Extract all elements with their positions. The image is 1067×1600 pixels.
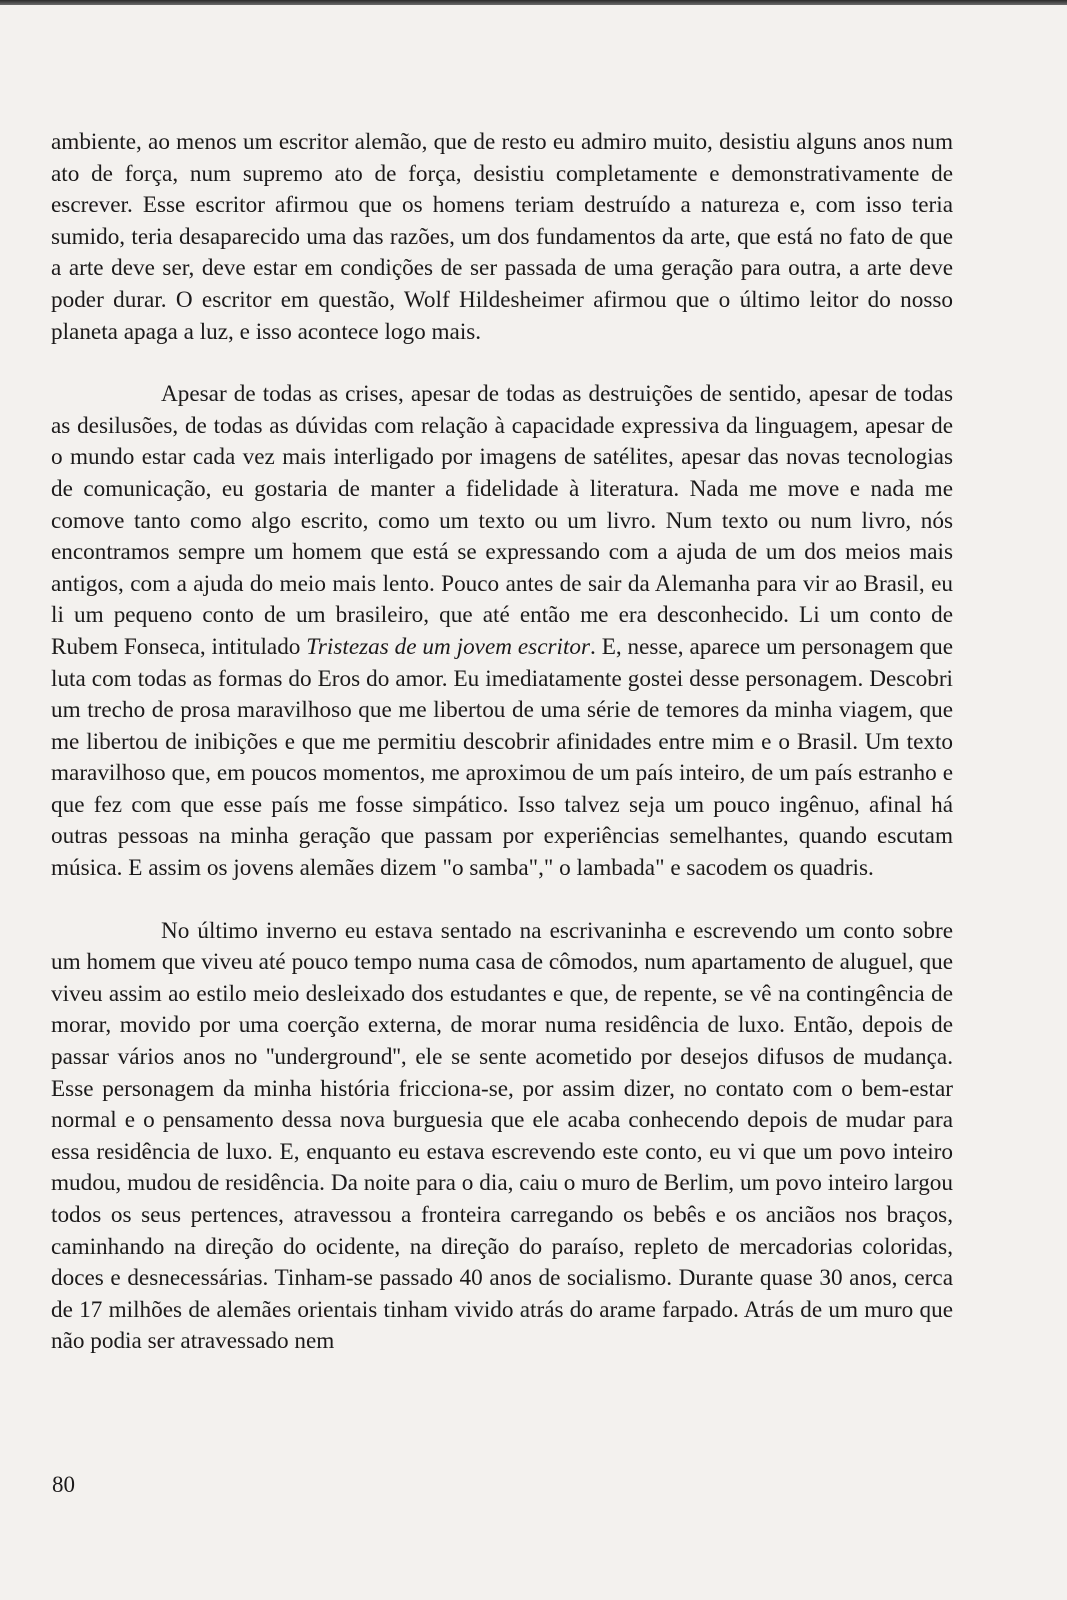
book-title-italic: Tristezas de um jovem escritor (306, 633, 591, 660)
paragraph-1-text: ambiente, ao menos um escritor alemão, que de resto eu admiro muito, desistiu alguns anos num ato de força, num supremo ato de força, desistiu completamente e demonstrativamente de escrever. Esse escritor afirmou que os homens teriam destruído a natureza e, com isso teria sumido, teria desaparecido uma das razões, um dos fundamentos da arte, que está no fato de que a arte deve ser, deve estar em condições de ser passada de uma geração para outra, a arte deve poder durar. O escritor em questão, Wolf Hildesheimer afirmou que o último leitor do nosso planeta apaga a luz, e isso acontece logo mais. (51, 129, 953, 345)
paragraph-1 (51, 127, 953, 348)
body-text (51, 127, 953, 1358)
page-number: 80 (52, 1472, 75, 1497)
paragraph-2-text-a: Apesar de todas as crises, apesar de todas as destruições de sentido, apesar de todas as desilusões, de todas as dúvidas com relação à capacidade expressiva da linguagem, apesar de o mundo estar cada vez mais interligado por imagens de satélites, apesar das novas tecnologias de comunicação, eu gostaria de manter a fidelidade à literatura. Nada me move e nada me comove tanto como algo escrito, como um texto ou um livro. Num texto ou num livro, nós encontramos sempre um homem que está se expressando com a ajuda de um dos meios mais antigos, com a ajuda do meio mais lento. Pouco antes de sair da Alemanha para vir ao Brasil, eu li um pequeno conto de um brasileiro, que até então me era desconhecido. Li um conto de Rubem Fonseca, intitulado (51, 381, 953, 660)
page-top-edge (0, 0, 1067, 5)
paragraph-3 (51, 916, 953, 1358)
paragraph-2-text-b: . E, nesse, aparece um personagem que luta com todas as formas do Eros do amor. Eu imediatamente gostei desse personagem. Descobri um trecho de prosa maravilhoso que me libertou de uma série de temores da minha viagem, que me libertou de inibições e que me permitiu descobrir afinidades entre mim e o Brasil. Um texto maravilhoso que, em poucos momentos, me aproximou de um país inteiro, de um país estranho e que fez com que esse país me fosse simpático. Isso talvez seja um pouco ingênuo, afinal há outras pessoas na minha geração que passam por experiências semelhantes, quando escutam música. E assim os jovens alemães dizem "o samba"," o lambada" e sacodem os quadris. (51, 633, 953, 882)
paragraph-3-text: No último inverno eu estava sentado na escrivaninha e escrevendo um conto sobre um homem que viveu até pouco tempo numa casa de cômodos, num apartamento de aluguel, que viveu assim ao estilo meio desleixado dos estudantes e que, de repente, se vê na contingência de morar, movido por uma coerção externa, de morar numa residência de luxo. Então, depois de passar vários anos no ''underground'', ele se sente acometido por desejos difusos de mudança. Esse personagem da minha história fricciona-se, por assim dizer, no contato com o bem-estar normal e o pensamento dessa nova burguesia que ele acaba conhecendo depois de mudar para essa residência de luxo. E, enquanto eu estava escrevendo este conto, eu vi que um povo inteiro mudou, mudou de residência. Da noite para o dia, caiu o muro de Berlim, um povo inteiro largou todos os seus pertences, atravessou a fronteira carregando os bebês e os anciãos nos braços, caminhando na direção do ocidente, na direção do paraíso, repleto de mercadorias coloridas, doces e desnecessárias. Tinham-se passado 40 anos de socialismo. Durante quase 30 anos, cerca de 17 milhões de alemães orientais tinham vivido atrás do arame farpado. Atrás de um muro que não podia ser atravessado nem (51, 917, 953, 1355)
paragraph-2 (51, 379, 953, 885)
